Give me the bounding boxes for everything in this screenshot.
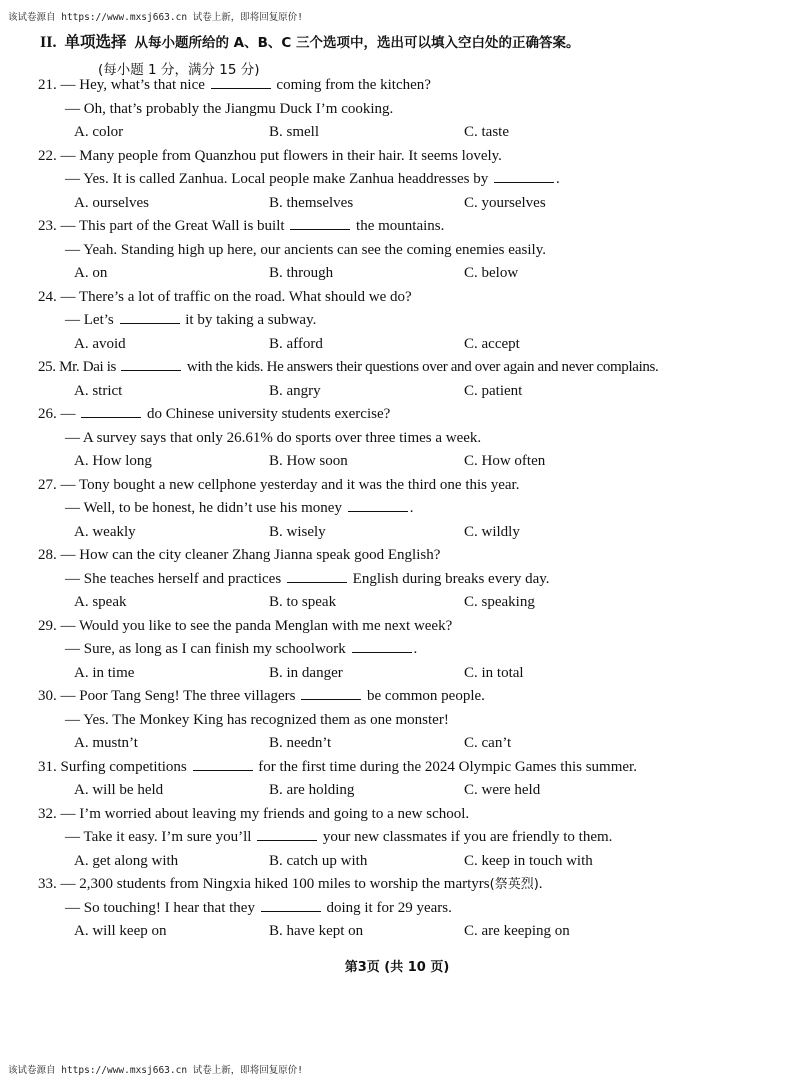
question-text: — Take it easy. I’m sure you’ll bbox=[65, 829, 256, 845]
question-28 bbox=[38, 544, 758, 615]
question-27 bbox=[38, 474, 758, 545]
question-text: — How can the city cleaner Zhang Jianna speak good English? bbox=[60, 547, 441, 563]
question-text: — Tony bought a new cellphone yesterday and it was the third one this year. bbox=[60, 476, 520, 493]
question-number: 21. bbox=[38, 77, 57, 93]
option-c: C. below bbox=[464, 265, 519, 281]
answer-blank bbox=[120, 310, 180, 324]
question-text: — bbox=[60, 406, 80, 422]
question-number: 28. bbox=[38, 547, 57, 563]
question-30 bbox=[38, 685, 758, 756]
question-text: . bbox=[409, 500, 414, 516]
question-text: — So touching! I hear that they bbox=[65, 899, 259, 916]
question-number: 22. bbox=[38, 147, 57, 164]
question-text: — She teaches herself and practices bbox=[65, 570, 285, 587]
question-text: it by taking a subway. bbox=[181, 312, 317, 328]
option-a: A. avoid bbox=[74, 335, 126, 352]
option-b: B. angry bbox=[269, 382, 321, 399]
option-a: A. mustn’t bbox=[74, 735, 138, 751]
question-29 bbox=[38, 615, 758, 686]
question-text: — Well, to be honest, he didn’t use his money bbox=[65, 500, 346, 516]
answer-blank bbox=[348, 498, 408, 512]
question-number: 29. bbox=[38, 617, 57, 634]
answer-blank bbox=[81, 404, 141, 418]
option-a: A. speak bbox=[74, 594, 127, 610]
answer-blank bbox=[290, 216, 350, 230]
option-b: B. to speak bbox=[269, 594, 337, 610]
answer-blank bbox=[121, 357, 181, 371]
option-a: A. ourselves bbox=[74, 194, 149, 211]
question-24 bbox=[38, 286, 758, 357]
question-text: Surfing competitions bbox=[60, 758, 191, 775]
option-c: C. keep in touch with bbox=[464, 852, 593, 869]
option-b: B. catch up with bbox=[269, 852, 368, 869]
question-text: . bbox=[555, 171, 560, 187]
question-text: — Poor Tang Seng! The three villagers bbox=[60, 688, 300, 704]
question-text: . bbox=[413, 641, 418, 657]
question-text: English during breaks every day. bbox=[348, 570, 550, 587]
question-text: — Would you like to see the panda Menglan with me next week? bbox=[60, 617, 453, 634]
option-c: C. are keeping on bbox=[464, 923, 570, 939]
question-text: Mr. Dai is bbox=[59, 359, 120, 375]
question-text: . bbox=[538, 876, 543, 892]
option-b: B. afford bbox=[269, 335, 323, 352]
question-number: 30. bbox=[38, 688, 57, 704]
answer-blank bbox=[287, 569, 347, 583]
option-a: A. weakly bbox=[74, 523, 136, 540]
question-22 bbox=[38, 145, 758, 216]
answer-blank bbox=[257, 827, 317, 841]
question-text: for the first time during the 2024 Olympic Games this summer. bbox=[254, 758, 637, 775]
section-number: II. bbox=[40, 34, 57, 51]
section-header bbox=[40, 30, 780, 78]
question-text: — Sure, as long as I can finish my schoolwork bbox=[65, 641, 350, 657]
option-a: A. strict bbox=[74, 382, 123, 399]
question-number: 33. bbox=[38, 876, 57, 892]
option-c: C. How often bbox=[464, 453, 546, 469]
question-text: — Many people from Quanzhou put flowers in their hair. It seems lovely. bbox=[60, 147, 502, 164]
question-26 bbox=[38, 403, 758, 474]
section-title: 单项选择 bbox=[64, 33, 127, 51]
option-c: C. taste bbox=[464, 124, 509, 140]
question-text: — A survey says that only 26.61% do sports over three times a week. bbox=[65, 429, 482, 446]
answer-blank bbox=[352, 639, 412, 653]
question-number: 32. bbox=[38, 805, 57, 822]
option-b: B. are holding bbox=[269, 782, 355, 798]
answer-blank bbox=[211, 75, 271, 89]
watermark-bottom: 该试卷源自 https://www.mxsj663.cn 试卷上新，即将回复原价! bbox=[8, 1065, 303, 1076]
option-b: B. have kept on bbox=[269, 923, 364, 939]
chinese-gloss: (祭英烈) bbox=[489, 877, 539, 892]
option-b: B. themselves bbox=[269, 194, 354, 211]
question-text: — There’s a lot of traffic on the road. What should we do? bbox=[60, 288, 412, 305]
question-text: do Chinese university students exercise? bbox=[143, 406, 391, 422]
option-c: C. patient bbox=[464, 382, 523, 399]
question-text: — I’m worried about leaving my friends and going to a new school. bbox=[60, 805, 470, 822]
option-c: C. were held bbox=[464, 782, 541, 798]
question-31 bbox=[38, 756, 758, 803]
question-number: 24. bbox=[38, 288, 57, 305]
option-b: B. through bbox=[269, 265, 334, 281]
option-b: B. smell bbox=[269, 124, 320, 140]
option-a: A. will be held bbox=[74, 782, 164, 798]
option-a: A. color bbox=[74, 124, 124, 140]
section-instruction: 从每小题所给的 A、B、C 三个选项中，选出可以填入空白处的正确答案。 bbox=[134, 35, 580, 51]
question-21 bbox=[38, 74, 758, 145]
option-c: C. yourselves bbox=[464, 194, 546, 211]
question-text: — Yeah. Standing high up here, our ancients can see the coming enemies easily. bbox=[65, 241, 546, 258]
question-text: be common people. bbox=[363, 688, 485, 704]
watermark-top: 该试卷源自 https://www.mxsj663.cn 试卷上新，即将回复原价! bbox=[8, 12, 303, 23]
answer-blank bbox=[301, 686, 361, 700]
question-text: your new classmates if you are friendly to them. bbox=[319, 829, 613, 845]
question-text: with the kids. He answers their questions over and over again and never complains. bbox=[183, 359, 659, 375]
option-b: B. needn’t bbox=[269, 735, 332, 751]
question-text: doing it for 29 years. bbox=[322, 899, 452, 916]
question-number: 26. bbox=[38, 406, 57, 422]
question-text: — This part of the Great Wall is built bbox=[60, 218, 289, 234]
option-a: A. get along with bbox=[74, 852, 179, 869]
question-number: 27. bbox=[38, 476, 57, 493]
question-text: — Yes. The Monkey King has recognized them as one monster! bbox=[65, 711, 449, 728]
question-number: 23. bbox=[38, 218, 57, 234]
option-a: A. will keep on bbox=[74, 923, 167, 939]
option-a: A. in time bbox=[74, 664, 135, 681]
question-25 bbox=[38, 356, 758, 403]
question-text: the mountains. bbox=[352, 218, 445, 234]
option-c: C. speaking bbox=[464, 594, 535, 610]
question-23 bbox=[38, 215, 758, 286]
option-c: C. in total bbox=[464, 664, 524, 681]
question-list bbox=[38, 74, 758, 944]
question-number: 25. bbox=[38, 359, 56, 375]
option-c: C. can’t bbox=[464, 735, 512, 751]
question-text: — Let’s bbox=[65, 312, 118, 328]
option-b: B. How soon bbox=[269, 453, 348, 469]
question-text: coming from the kitchen? bbox=[272, 77, 431, 93]
page-number: 第3页 (共 10 页) bbox=[344, 960, 450, 975]
option-a: A. How long bbox=[74, 453, 152, 469]
option-b: B. in danger bbox=[269, 664, 343, 681]
question-text: — Hey, what’s that nice bbox=[60, 77, 209, 93]
question-32 bbox=[38, 803, 758, 874]
question-text: — 2,300 students from Ningxia hiked 100 miles to worship the martyrs bbox=[60, 876, 490, 892]
option-c: C. wildly bbox=[464, 523, 520, 540]
option-b: B. wisely bbox=[269, 523, 326, 540]
answer-blank bbox=[261, 898, 321, 912]
option-c: C. accept bbox=[464, 335, 520, 352]
question-text: — Oh, that’s probably the Jiangmu Duck I’m cooking. bbox=[65, 100, 394, 117]
answer-blank bbox=[494, 169, 554, 183]
option-a: A. on bbox=[74, 265, 108, 281]
answer-blank bbox=[193, 757, 253, 771]
question-33 bbox=[38, 873, 758, 944]
section-score: (每小题 1 分，满分 15 分) bbox=[98, 62, 260, 78]
question-number: 31. bbox=[38, 758, 57, 775]
question-text: — Yes. It is called Zanhua. Local people make Zanhua headdresses by bbox=[65, 171, 492, 187]
